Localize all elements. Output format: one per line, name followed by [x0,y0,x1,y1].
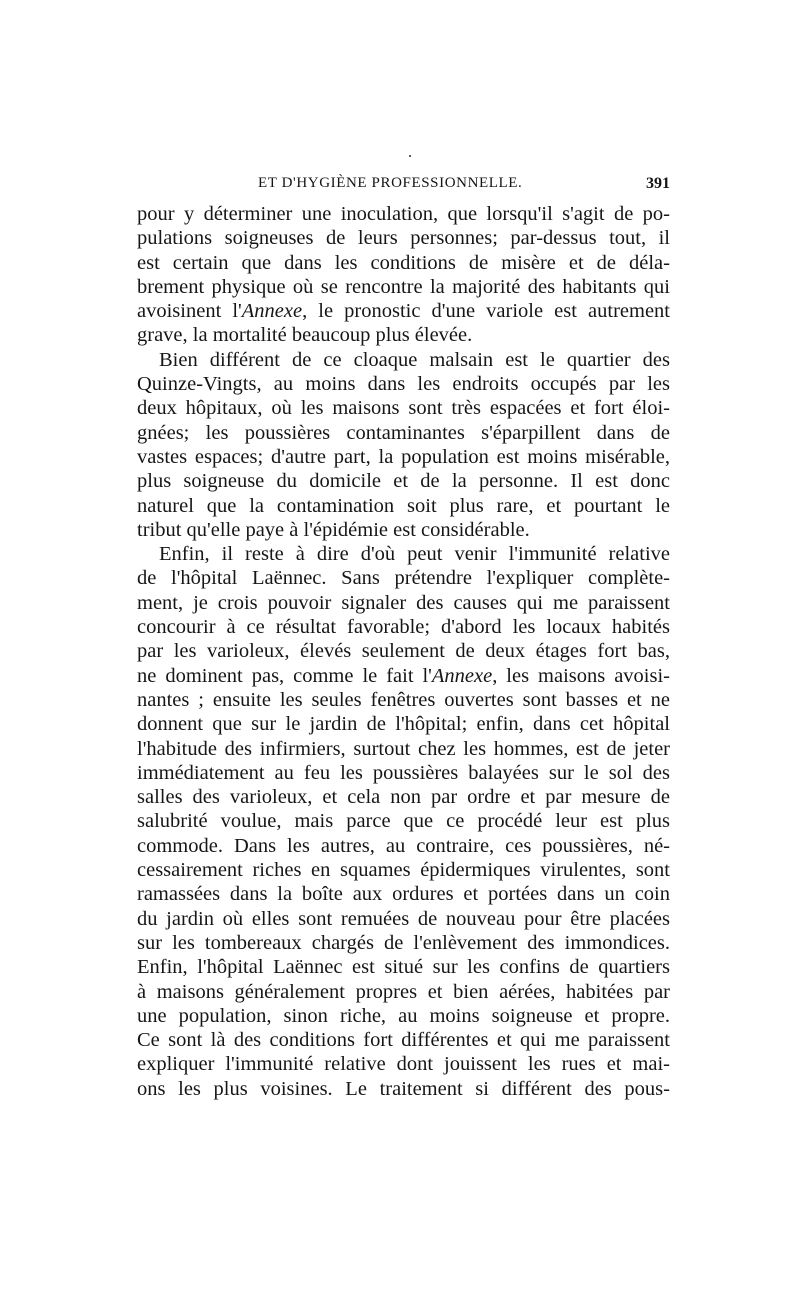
text-line [137,251,670,275]
page-number: 391 [646,175,670,192]
text-line-segment: ne dominent pas, comme le fait l' [137,664,432,687]
text-line-segment: gnées; les poussières contaminantes s'éparpillent dans de [137,421,670,444]
text-line [137,323,670,347]
text-line-segment: Quinze-Vingts, au moins dans les endroits occupés par les [137,373,670,396]
italic-term: Annexe [431,664,493,687]
text-line [137,396,670,420]
text-line-segment: avoisinent l' [137,300,242,323]
text-line [137,1004,670,1028]
text-line-segment: vastes espaces; d'autre part, la population est moins misérable, [137,445,670,468]
text-line-segment: brement physique où se rencontre la majorité des habitants qui [137,275,670,298]
text-line [137,664,670,688]
text-line [137,299,670,323]
text-line-segment: expliquer l'immunité relative dont jouissent les rues et mai- [137,1053,670,1076]
text-line [137,980,670,1004]
text-line [137,809,670,833]
text-line [137,1028,670,1052]
text-line-segment: grave, la mortalité beaucoup plus élevée. [137,324,473,347]
text-line-segment: , les maisons avoisi- [492,664,671,687]
text-line-segment: de l'hôpital Laënnec. Sans prétendre l'expliquer complète- [137,567,670,590]
text-line-segment: immédiatement au feu les poussières balayées sur le sol des [137,761,670,784]
text-line-segment: Ce sont là des conditions fort différentes et qui me paraissent [137,1029,670,1052]
text-line-segment: du jardin où elles sont remuées de nouveau pour être placées [137,907,670,930]
text-line-segment: une population, sinon riche, au moins soigneuse et propre. [137,1004,670,1027]
text-line [137,882,670,906]
text-line-segment: ramassées dans la boîte aux ordures et portées dans un coin [137,883,670,906]
text-line [137,785,670,809]
text-line [137,421,670,445]
text-line [137,761,670,785]
text-line [137,542,670,566]
text-line-segment: Bien différent de ce cloaque malsain est le quartier des [159,348,670,371]
text-line-segment: cessairement riches en squames épidermiques virulentes, sont [137,859,670,882]
text-line-segment: ment, je crois pouvoir signaler des causes qui me paraissent [137,591,670,614]
text-line-segment: salubrité voulue, mais parce que ce procédé leur est plus [137,810,670,833]
text-line [137,494,670,518]
text-line-segment: commode. Dans les autres, au contraire, ces poussières, né- [137,834,670,857]
text-line [137,445,670,469]
text-line-segment: deux hôpitaux, où les maisons sont très espacées et fort éloi- [137,397,670,420]
text-line-segment: , le pronostic d'une variole est autrement [302,300,671,323]
text-line [137,591,670,615]
text-line [137,712,670,736]
text-line [137,566,670,590]
text-line [137,931,670,955]
text-line [137,834,670,858]
text-line [137,737,670,761]
running-title: ET D'HYGIÈNE PROFESSIONNELLE. [258,175,523,191]
text-line [137,1077,670,1101]
text-line-segment: est certain que dans les conditions de misère et de déla- [137,251,670,274]
text-line-segment: naturel que la contamination soit plus rare, et pourtant le [137,494,670,517]
text-line-segment: ons les plus voisines. Le traitement si différent des pous- [137,1077,670,1100]
text-line [137,226,670,250]
text-line-segment: à maisons généralement propres et bien aérées, habitées par [137,980,670,1003]
text-line [137,615,670,639]
text-line-segment: pour y déterminer une inoculation, que lorsqu'il s'agit de po- [137,203,670,225]
text-line [137,907,670,931]
text-line [137,688,670,712]
page-header [258,175,670,197]
text-line [137,372,670,396]
text-line-segment: par les varioleux, élevés seulement de deux étages fort bas, [137,640,670,663]
text-line-segment: tribut qu'elle paye à l'épidémie est considérable. [137,518,530,541]
text-line-segment: Enfin, il reste à dire d'où peut venir l'immunité relative [159,543,670,566]
text-line-segment: Enfin, l'hôpital Laënnec est situé sur les confins de quartiers [137,956,670,979]
text-line-segment: sur les tombereaux chargés de l'enlèvement des immondices. [137,931,670,954]
ink-speck [409,155,411,157]
body-text [137,202,670,1101]
text-line [137,858,670,882]
text-line [137,469,670,493]
text-line-segment: pulations soigneuses de leurs personnes; par-dessus tout, il [137,227,670,250]
text-line-segment: salles des varioleux, et cela non par ordre et par mesure de [137,786,670,809]
text-line-segment: donnent que sur le jardin de l'hôpital; enfin, dans cet hôpital [137,713,670,736]
text-line [137,202,670,226]
text-line [137,955,670,979]
text-line [137,518,670,542]
text-line-segment: nantes ; ensuite les seules fenêtres ouvertes sont basses et ne [137,688,670,711]
italic-term: Annexe [241,300,303,323]
text-line-segment: concourir à ce résultat favorable; d'abord les locaux habités [137,616,670,639]
text-line [137,639,670,663]
text-line [137,348,670,372]
text-line [137,275,670,299]
text-line-segment: l'habitude des infirmiers, surtout chez les hommes, est de jeter [137,737,670,760]
text-line-segment: plus soigneuse du domicile et de la personne. Il est donc [137,470,670,493]
text-line [137,1052,670,1076]
